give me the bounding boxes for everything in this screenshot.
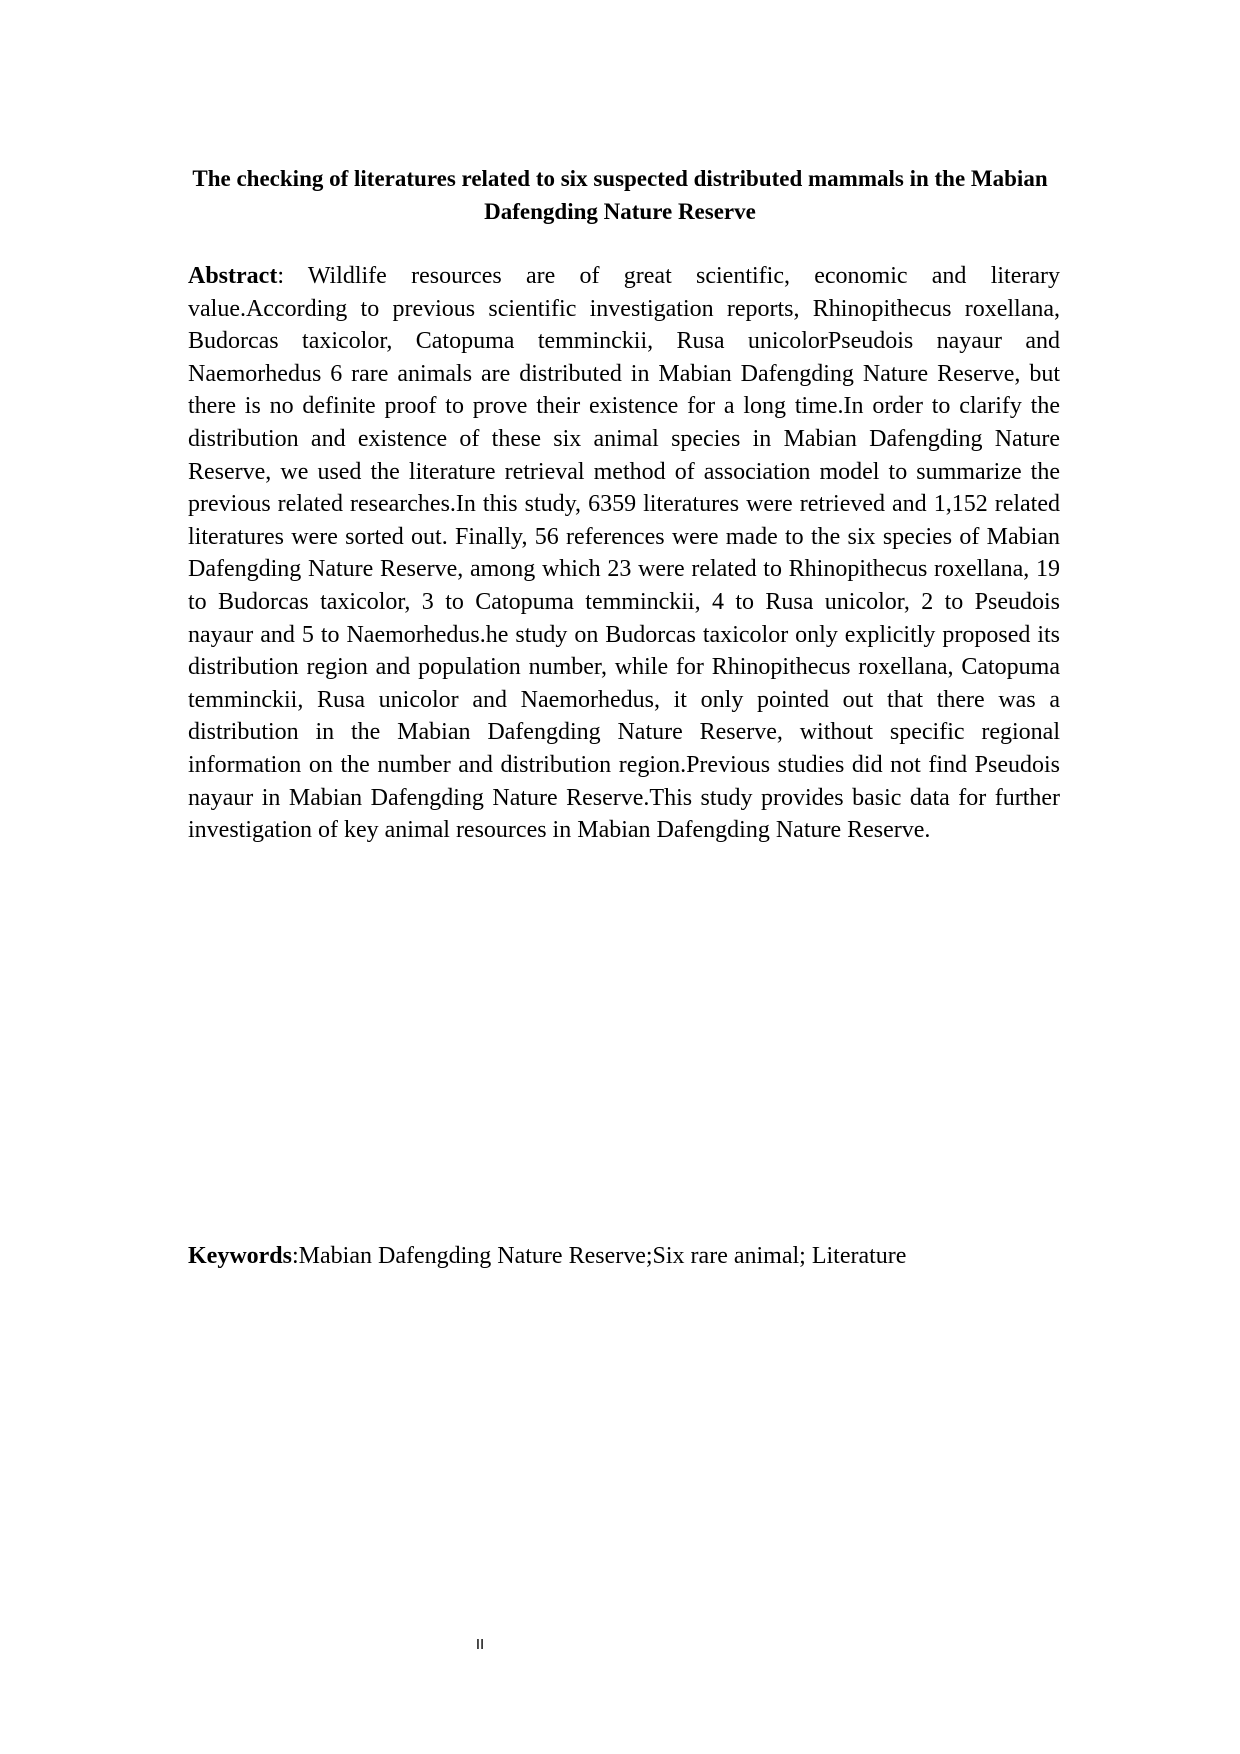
keywords-text: :Mabian Dafengding Nature Reserve;Six rare animal; Literature (292, 1243, 907, 1269)
abstract-label: Abstract (188, 263, 278, 289)
paper-title: The checking of literatures related to six suspected distributed mammals in the Mabian Dafengding Nature Reserve (192, 166, 1048, 224)
abstract-text: Wildlife resources are of great scientific, economic and literary value.According to previous scientific investigation reports, Rhinopithecus roxellana, Budorcas taxicolor, Catopuma temminckii, Rusa unicolorPseudois nayaur and Naemorhedus 6 rare animals are distributed in Mabian Dafengding Nature Reserve, but there is no definite proof to prove their existence for a long time.In order to clarify the distribution and existence of these six animal species in Mabian Dafengding Nature Reserve, we used the literature retrieval method of association model to summarize the previous related researches.In this study, 6359 literatures were retrieved and 1,152 related literatures were sorted out. Finally, 56 references were made to the six species of Mabian Dafengding Nature Reserve, among which 23 were related to Rhinopithecus roxellana, 19 to Budorcas taxicolor, 3 to Catopuma temminckii, 4 to Rusa unicolor, 2 to Pseudois nayaur and 5 to Naemorhedus.he study on Budorcas taxicolor only explicitly proposed its distribution region and population number, while for Rhinopithecus roxellana, Catopuma temminckii, Rusa unicolor and Naemorhedus, it only pointed out that there was a distribution in the Mabian Dafengding Nature Reserve, without specific regional information on the number and distribution region.Previous studies did not find Pseudois nayaur in Mabian Dafengding Nature Reserve.This study provides basic data for further investigation of key animal resources in Mabian Dafengding Nature Reserve. (188, 263, 1060, 844)
abstract-separator: : (277, 263, 284, 289)
abstract-paragraph (188, 260, 1060, 847)
page-number: II (475, 1636, 485, 1653)
keywords-line (188, 1240, 1088, 1272)
keywords-label: Keywords (188, 1243, 292, 1269)
